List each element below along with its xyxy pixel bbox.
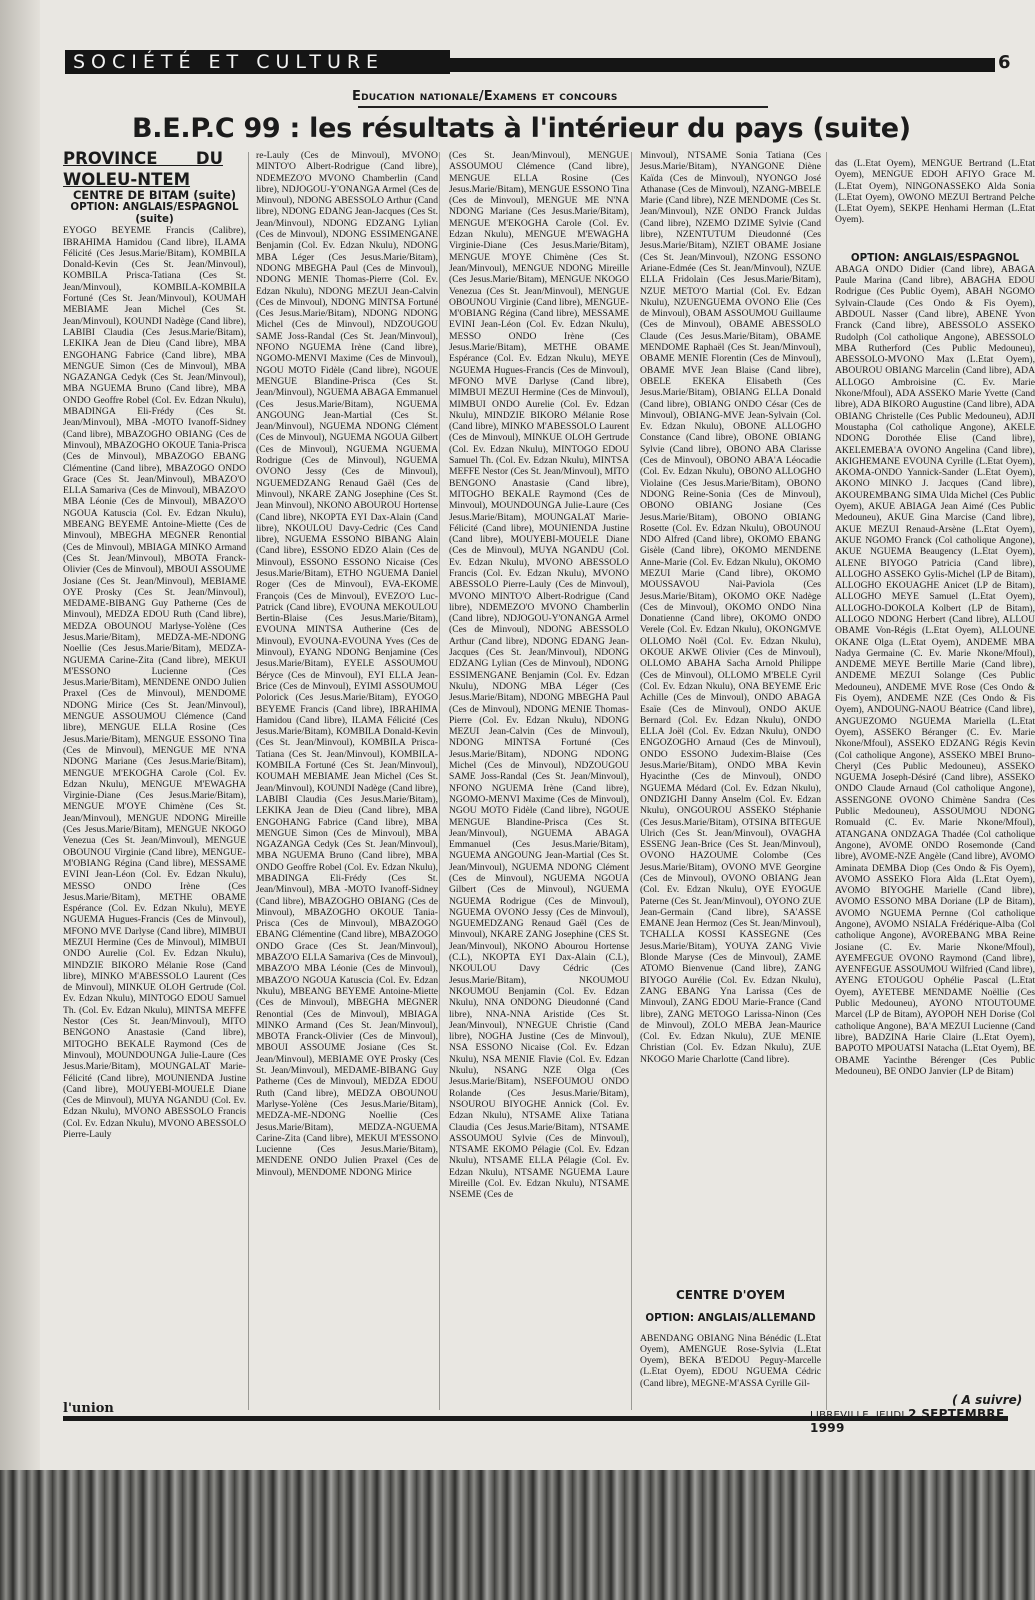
newspaper-page	[40, 0, 1035, 1470]
results-list: (Ces St. Jean/Minvoul), MENGUE ASSOUMOU Clémence (Cand libre), MENGUE ELLA Rosine (Ces Jesus.Marie/Bitam), MENGUE ESSONO Tina (Ces de Minvoul), MENGUE ME N'NA NDONG Mariane (Ces Jesus.Marie/Bitam), MENGUE M'EKOGHA Carole (Col. Ev. Edzan Nkulu), MENGUE M'EWAGHA Virginie-Diane (Ces Jesus.Marie/Bitam), MENGUE M'OYE Chimène (Ces St. Jean/Minvoul), MENGUE NDONG Mireille (Ces Jesus.Marie/Bitam), MENGUE NKOGO Venezua (Ces St. Jean/Minvoul), MENGUE OBOUNOU Virginie (Cand libre), MENGUE-M'OBIANG Régina (Cand libre), MESSAME EVINI Jean-Léon (Col. Ev. Edzan Nkulu), MESSO ONDO Irène (Ces Jesus.Marie/Bitam), METHE OBAME Espérance (Col. Ev. Edzan Nkulu), MEYE NGUEMA Hugues-Francis (Ces de Minvoul), MFONO MVE Darlyse (Cand libre), MIMBUI MEZUI Hermine (Ces de Minvoul), MIMBUI ONDO Aurelie (Col. Ev. Edzan Nkulu), MINDZIE BIKORO Mélanie Rose (Cand libre), MINKO M'ABESSOLO Laurent (Ces de Minvoul), MINKUE OLOH Gertrude (Col. Ev. Edzan Nkulu), MINTOGO EDOU Samuel Th. (Col. Ev. Edzan Nkulu), MINTSA MEFFE Nestor (Ces St. Jean/Minvoul), MITO BENGONO Anastasie (Cand libre), MITOGHO BEKALE Raymond (Ces de Minvoul), MOUNDOUNGA Julie-Laure (Ces Jesus.Marie/Bitam), MOUNGALAT Marie-Félicité (Cand libre), MOUNIENDA Justine (Cand libre), MOUYEBI-MOUELE Diane (Ces de Minvoul), MUYA NGANDU (Col. Ev. Edzan Nkulu), MVONO ABESSOLO Francis (Col. Ev. Edzan Nkulu), MVONO ABESSOLO Pierre-Lauly (Ces de Minvoul), MVONO MINTO'O Albert-Rodrigue (Cand libre), NDEMEZO'O MVONO Chamberlin (Cand libre), NDJOGOU-Y'ONANGA Armel (Ces de Minvoul), NDONG ABESSOLO Arthur (Cand libre), NDONG EDANG Jean-Jacques (Ces St. Jean/Minvoul), NDONG EDZANG Lylian (Ces de Minvoul), NDONG ESSIMENGANE Benjamin (Col. Ev. Edzan Nkulu), NDONG MBA Léger (Ces Jesus.Marie/Bitam), NDONG MBEGHA Paul (Ces de Minvoul), NDONG MENIE Thomas-Pierre (Col. Ev. Edzan Nkulu), NDONG MEZUI Jean-Calvin (Ces de Minvoul), NDONG MINTSA Fortuné (Ces Jesus.Marie/Bitam), NDONG NDONG Michel (Ces de Minvoul), NDZOUGOU SAME Joss-Randal (Ces St. Jean/Minvoul), NFONO NGUEMA Irène (Cand libre), NGOMO-MENVI Maxime (Ces de Minvoul), NGOU MOTO Fidèle (Cand libre), NGOUE MENGUE Blandine-Prisca (Ces St. Jean/Minvoul), NGUEMA ABAGA Emmanuel (Ces Jesus.Marie/Bitam), NGUEMA ANGOUNG Jean-Martial (Ces St. Jean/Minvoul), NGUEMA NDONG Clément (Ces de Minvoul), NGUEMA NGOUA Gilbert (Ces de Minvoul), NGUEMA NGUEMA Rodrigue (Ces de Minvoul), NGUEMA OVONO Jessy (Ces de Minvoul), NGUEMEDZANG Renaud Gaël (Ces de Minvoul), NKARE ZANG Josephine (CES St. Jean/Minvoul), NKONO Abourou Hortense (C.L), NKOPTA EYI Dax-Alain (C.L), NKOULOU Davy Cédric (Ces Jesus.Marie/Bitam), NKOUMOU NKOUMOU Benjamin (Col. Ev. Edzan Nkulu), NNA ONDONG Dieudonné (Cand libre), NNA-NNA Aristide (Ces St. Jean/Minvoul), N'NEGUE Christie (Cand libre), NOGHA Justine (Ces de Minvoul), NSA ESSONO Nicaise (Col. Ev. Edzan Nkulu), NSA MENIE Flavie (Col. Ev. Edzan Nkulu), NSANG NZE Olga (Ces Jesus.Marie/Bitam), NSEFOUMOU ONDO Rolande (Ces Jesus.Marie/Bitam), NSOUROU BIYOGHE Annick (Col. Ev. Edzan Nkulu), NTSAME Alixe Tatiana Claudia (Ces Jesus.Marie/Bitam), NTSAME ASSOUMOU Sylvie (Ces de Minvoul), NTSAME EKOMO Pélagie (Col. Ev. Edzan Nkulu), NTSAME ELLA Pélagie (Col. Ev. Edzan Nkulu), NTSAME NGUEMA Laure Mireille (Col. Ev. Edzan Nkulu), NTSAME NSEME (Ces de	[449, 150, 629, 1201]
page-edge	[0, 0, 40, 1470]
footer-date	[810, 1407, 1035, 1435]
option-heading: OPTION: ANGLAIS/ESPAGNOL	[850, 251, 1020, 264]
results-list: EYOGO BEYEME Francis (Calibre), IBRAHIMA Hamidou (Cand libre), ILAMA Félicité (Ces Jesus.Marie/Bitam), KOMBILA Donald-Kevin (Ces St. Jean/Minvoul), KOMBILA Prisca-Tatiana (Ces St. Jean/Minvoul), KOMBILA-KOMBILA Fortuné (Ces St. Jean/Minvoul), KOUMAH MEBIAME Jean Michel (Ces St. Jean/Minvoul), KOUNDI Nadège (Cand libre), LABIBI Claudia (Ces Jesus.Marie/Bitam), LEKIKA Jean de Dieu (Cand libre), MBA ENGOHANG Fabrice (Cand libre), MBA MENGUE Simon (Ces de Minvoul), MBA NGAZANGA Cedyk (Ces St. Jean/Minvoul), MBA NGUEMA Bruno (Cand libre), MBA ONDO Geoffre Robel (Col. Ev. Edzan Nkulu), MBADINGA Eli-Frédy (Ces St. Jean/Minvoul), MBA -MOTO Ivanoff-Sidney (Cand libre), MBAZOGHO OBIANG (Ces de Minvoul), MBAZOGHO OKOUE Tania-Prisca (Ces de Minvoul), MBAZOGO EBANG Clémentine (Cand libre), MBAZOGO ONDO Grace (Ces St. Jean/Minvoul), MBAZO'O ELLA Samariva (Ces de Minvoul), MBAZO'O MBA Léonie (Ces de Minvoul), MBAZO'O NGOUA Katuscia (Col. Ev. Edzan Nkulu), MBEANG BEYEME Antoine-Miette (Ces de Minvoul), MBEGHA MEGNER Renontial (Ces de Minvoul), MBIAGA MINKO Armand (Ces St. Jean/Minvoul), MBOTA Franck-Olivier (Ces de Minvoul), MBOUI ASSOUME Josiane (Ces St. Jean/Minvoul), MEBIAME OYE Prosky (Ces St. Jean/Minvoul), MEDAME-BIBANG Guy Patherne (Ces de Minvoul), MEDZA EDOU Ruth (Cand libre), MEDZA OBOUNOU Marlyse-Yolène (Ces Jesus.Marie/Bitam), MEDZA-ME-NDONG Noellie (Ces Jesus.Marie/Bitam), MEDZA-NGUEMA Carine-Zita (Cand libre), MEKUI M'ESSONO Lucienne (Ces Jesus.Marie/Bitam), MENDENE ONDO Julien Praxel (Ces de Minvoul), MENDOME NDONG Mirice (Ces St. Jean/Minvoul), MENGUE ASSOUMOU Clémence (Cand libre), MENGUE ELLA Rosine (Ces Jesus.Marie/Bitam), MENGUE ESSONO Tina (Ces de Minvoul), MENGUE ME N'NA NDONG Mariane (Ces Jesus.Marie/Bitam), MENGUE M'EKOGHA Carole (Col. Ev. Edzan Nkulu), MENGUE M'EWAGHA Virginie-Diane (Ces Jesus.Marie/Bitam), MENGUE M'OYE Chimène (Ces St. Jean/Minvoul), MENGUE NDONG Mireille (Ces Jesus.Marie/Bitam), MENGUE NKOGO Venezua (Ces St. Jean/Minvoul), MENGUE OBOUNOU Virginie (Cand libre), MENGUE-M'OBIANG Régina (Cand libre), MESSAME EVINI Jean-Léon (Col. Ev. Edzan Nkulu), MESSO ONDO Irène (Ces Jesus.Marie/Bitam), METHE OBAME Espérance (Col. Ev. Edzan Nkulu), MEYE NGUEMA Hugues-Francis (Ces de Minvoul), MFONO MVE Darlyse (Cand libre), MIMBUI MEZUI Hermine (Ces de Minvoul), MIMBUI ONDO Aurelie (Col. Ev. Edzan Nkulu), MINDZIE BIKORO Mélanie Rose (Cand libre), MINKO M'ABESSOLO Laurent (Ces de Minvoul), MINKUE OLOH Gertrude (Col. Ev. Edzan Nkulu), MINTOGO EDOU Samuel Th. (Col. Ev. Edzan Nkulu), MINTSA MEFFE Nestor (Ces St. Jean/Minvoul), MITO BENGONO Anastasie (Cand libre), MITOGHO BEKALE Raymond (Ces de Minvoul), MOUNDOUNGA Julie-Laure (Ces Jesus.Marie/Bitam), MOUNGALAT Marie-Félicité (Cand libre), MOUNIENDA Justine (Cand libre), MOUYEBI-MOUELE Diane (Ces de Minvoul), MUYA NGANDU (Col. Ev. Edzan Nkulu), MVONO ABESSOLO Francis (Col. Ev. Edzan Nkulu), MVONO ABESSOLO Pierre-Lauly	[63, 225, 246, 1141]
column-divider	[631, 152, 632, 1410]
kicker-rule	[358, 106, 768, 108]
scan-background	[0, 1470, 1035, 1600]
section-rubric: SOCIÉTÉ ET CULTURE	[65, 50, 450, 74]
option-heading: OPTION: ANGLAIS/ESPAGNOL (suite)	[70, 201, 239, 226]
oyem-section	[640, 1290, 821, 1389]
province-heading: PROVINCE DU WOLEU-NTEM	[63, 149, 223, 189]
centre-heading: CENTRE DE BITAM (suite)	[72, 188, 236, 202]
column-divider	[248, 152, 249, 1410]
page-number: 6	[998, 52, 1011, 73]
column-divider	[439, 152, 440, 1410]
column-3	[449, 150, 629, 1412]
column-5	[835, 158, 1035, 1348]
newspaper-logo: l'union	[63, 1401, 114, 1416]
rubric-bar	[450, 58, 995, 72]
centre-heading: CENTRE D'OYEM	[675, 1288, 786, 1302]
column-4	[640, 150, 821, 1275]
option-heading: OPTION: ANGLAIS/ALLEMAND	[645, 1312, 816, 1325]
article-headline: B.E.P.C 99 : les résultats à l'intérieur du pays (suite)	[132, 113, 911, 144]
column-divider	[826, 152, 827, 1410]
results-list: ABAGA ONDO Didier (Cand libre), ABAGA Paule Marina (Cand libre), ABAGHA EDOU Rodrigue (Ces Public Oyem), ABAH NGOMO Sylvain-Claude (Ces Ondo & Fis Oyem), ABDOUL Nasser (Cand libre), ABENE Yvon Franck (Cand libre), ABESSOLO ASSEKO Rudolph (Col catholique Angone), ABESSOLO MBA Rutherford (Ces Public Medouneu), ABESSOLO-MVONO Max (L.Etat Oyem), ABOUROU OBIANG Marcelin (Cand libre), ADA ALLOGO Ambroisine (C. Ev. Marie Nkone/Mfoul), ADA ASSEKO Marie Yvette (Cand libre), ADA BIKORO Augustine (Cand libre), ADA OBIANG Christelle (Ces Public Medouneu), ADJI Moustapha (Col catholique Angone), AKELE NDONG Dorothée Elise (Cand libre), AKELEMEBA'A OVONO Angelina (Cand libre), AKIGHEMANE EVOUNA Cyrille (L.Etat Oyem), AKOMA-ONDO Yannick-Sander (L.Etat Oyem), AKONO MINKO J. Jacques (Cand libre), AKOUREMBANG SIMA Ulda Michel (Ces Public Oyem), AKUE ABIAGA Jean Aimé (Ces Public Medouneu), AKUE Gina Marcise (Cand libre), AKUE MEZUI Renaud-Arsène (L.Etat Oyem), AKUE NGOMO Franck (Col catholique Angone), AKUE NGUEMA Beaugency (L.Etat Oyem), ALENE BIYOGO Patricia (Cand libre), ALLOGHO ASSEKO Gylis-Michel (LP de Bitam), ALLOGHO EKOUAGHE Anicet (LP de Bitam), ALLOGHO MEYE Samuel (L.Etat Oyem), ALLOGHO-DOKOLA Kolbert (LP de Bitam), ALLOGO NDONG Herbert (Cand libre), ALLOU OBAME Von-Régis (L.Etat Oyem), ALLOUNE OKANE Olga (L.Etat Oyem), ANDEME MBA Nadya Germaine (C. Ev. Marie Nkone/Mfoul), ANDEME MEYE Bertille Marie (Cand libre), ANDEME MEZUI Solange (Ces Public Medouneu), ANDEME MVE Rose (Ces Ondo & Fis Oyem), ANDEME NZE (Ces Ondo & Fis Oyem), ANDOUNG-NAOU Béatrice (Cand libre), ANGUEZOMO NGUEMA Mariella (L.Etat Oyem), ASSEKO Béranger (C. Ev. Marie Nkone/Mfoul), ASSEKO EDZANG Régis Kevin (Col catholique Angone), ASSEKO MBEI Bruno-Cheryl (Ces Public Medouneu), ASSEKO NGUEMA Joseph-Désiré (Cand libre), ASSEKO ONDO Claude Arnaud (Col catholique Angone), ASSENGONE OVONO Chimène Sandra (Ces Public Medouneu), ASSOUMOU NDONG Romuald (C. Ev. Marie Nkone/Mfoul), ATANGANA ONDZAGA Thadée (Col catholique Angone), AVOME ONDO Rosemonde (Cand libre), AVOME-NZE Angèle (Cand libre), AVOMO Aminata DEMBA Diop (Ces Ondo & Fis Oyem), AVOMO ASSEKO Flora Alda (L.Etat Oyem), AVOMO BIYOGHE Marielle (Cand libre), AVOMO ESSONO MBA Doriane (LP de Bitam), AVOMO NGUEMA Pernne (Col catholique Angone), AVOMO NSIALA Frédérique-Alba (Col catholique Angone), AVOREBANG MBA Reine Josiane (C. Ev. Marie Nkone/Mfoul), AYEMFEGUE OVONO Raymond (Cand libre), AYENFEGUE ASSOUMOU Wilfried (Cand libre), AYENG ETOUGOU Ophélie Pascal (L.Etat Oyem), AYETEBE MENDAME Noëllie (Ces Public Medouneu), AYONO NTOUTOUME Marcel (LP de Bitam), AYOPOH NEH Dorise (Col catholique Angone), BA'A MEZUI Lucienne (Cand libre), BADZINA Harie Claire (L.Etat Oyem), BAPOTO MPOUATSI Natacha (L.Etat Oyem), BE OBAME Yacinthe Bérenger (Ces Public Medouneu), BE ONDO Janvier (LP de Bitam)	[835, 263, 1035, 1077]
article-kicker: Education nationale/Examens et concours	[352, 89, 618, 104]
date-main: 2 SEPTEMBRE 1999	[810, 1407, 1005, 1435]
column-2	[256, 150, 438, 1412]
column-1	[63, 148, 246, 1403]
continued-note: ( A suivre)	[952, 1393, 1023, 1407]
results-list: das (L.Etat Oyem), MENGUE Bertrand (L.Etat Oyem), MENGUE EDOH AFIYO Grace M. (L.Etat Oyem), NINGONASSEKO Alda Sonia (L.Etat Oyem), OWONO MEZUI Bertrand Pelche (L.Etat Oyem), SEKPE Henhami Herman (L.Etat Oyem).	[835, 158, 1035, 226]
results-list: ABENDANG OBIANG Nina Bénédic (L.Etat Oyem), AMENGUE Rose-Sylvia (L.Etat Oyem), BEKA B'EDOU Peguy-Marcelle (L.Etat Oyem), EDOU NGUEMA Cédric (Cand libre), MEGNE-M'ASSA Cyrille Gil-	[640, 1332, 821, 1389]
results-list: re-Lauly (Ces de Minvoul), MVONO MINTO'O Albert-Rodrigue (Cand libre), NDEMEZO'O MVONO Chamberlin (Cand libre), NDJOGOU-Y'ONANGA Armel (Ces de Minvoul), NDONG ABESSOLO Arthur (Cand libre), NDONG EDANG Jean-Jacques (Ces St. Jean/Minvoul), NDONG EDZANG Lylian (Ces de Minvoul), NDONG ESSIMENGANE Benjamin (Col. Ev. Edzan Nkulu), NDONG MBA Léger (Ces Jesus.Marie/Bitam), NDONG MBEGHA Paul (Ces de Minvoul), NDONG MENIE Thomas-Pierre (Col. Ev. Edzan Nkulu), NDONG MEZUI Jean-Calvin (Ces de Minvoul), NDONG MINTSA Fortuné (Ces Jesus.Marie/Bitam), NDONG NDONG Michel (Ces de Minvoul), NDZOUGOU SAME Joss-Randal (Ces St. Jean/Minvoul), NFONO NGUEMA Irène (Cand libre), NGOMO-MENVI Maxime (Ces de Minvoul), NGOU MOTO Fidèle (Cand libre), NGOUE MENGUE Blandine-Prisca (Ces St. Jean/Minvoul), NGUEMA ABAGA Emmanuel (Ces Jesus.Marie/Bitam), NGUEMA ANGOUNG Jean-Martial (Ces St. Jean/Minvoul), NGUEMA NDONG Clément (Ces de Minvoul), NGUEMA NGOUA Gilbert (Ces de Minvoul), NGUEMA NGUEMA Rodrigue (Ces de Minvoul), NGUEMA OVONO Jessy (Ces de Minvoul), NGUEMEDZANG Renaud Gaël (Ces de Minvoul), NKARE ZANG Josephine (Ces St. Jean Minvoul), NKONO ABOUROU Hortense (Cand libre), NKOPTA EYI Dax-Alain (Cand libre), NKOULOU Davy-Cedric (Ces Cand libre), NGUEMA ESSONO BIBANG Alain (Cand libre), ESSONO EDZO Alain (Ces de Minvoul), ESSONO ESSONO Nicaise (Ces Jesus.Marie/Bitam), ETHO NGUEMA Daniel Roger (Ces de Minvoul), EVA-EKOME François (Ces de Minvoul), EVEZO'O Luc-Patrick (Cand libre), EVOUNA MEKOULOU Bertin-Blaise (Ces Jesus.Marie/Bitam), EVOUNA MINTSA Autherine (Ces de Minvoul), EVOUNA-EVOUNA Yves (Ces de Minvoul), EYANG NDONG Benjamine (Ces Jesus.Marie/Bitam), EYELE ASSOUMOU Béryce (Ces de Minvoul), EYI ELLA Jean-Brice (Ces de Minvoul), EYIMI ASSOUMOU Polorick (Ces Jesus.Marie/Bitam), EYOGO BEYEME Francis (Cand libre), IBRAHIMA Hamidou (Cand libre), ILAMA Félicité (Ces Jesus.Marie/Bitam), KOMBILA Donald-Kevin (Ces St. Jean/Minvoul), KOMBILA Prisca-Tatiana (Ces St. Jean/Minvoul), KOMBILA-KOMBILA Fortuné (Ces St. Jean/Minvoul), KOUMAH MEBIAME Jean Michel (Ces St. Jean/Minvoul), KOUNDI Nadège (Cand libre), LABIBI Claudia (Ces Jesus.Marie/Bitam), LEKIKA Jean de Dieu (Cand libre), MBA ENGOHANG Fabrice (Cand libre), MBA MENGUE Simon (Ces de Minvoul), MBA NGAZANGA Cedyk (Ces St. Jean/Minvoul), MBA NGUEMA Bruno (Cand libre), MBA ONDO Geoffre Robel (Col. Ev. Edzan Nkulu), MBADINGA Eli-Frédy (Ces St. Jean/Minvoul), MBA -MOTO Ivanoff-Sidney (Cand libre), MBAZOGHO OBIANG (Ces de Minvoul), MBAZOGHO OKOUE Tania-Prisca (Ces de Minvoul), MBAZOGO EBANG Clémentine (Cand libre), MBAZOGO ONDO Grace (Ces St. Jean/Minvoul), MBAZO'O ELLA Samariva (Ces de Minvoul), MBAZO'O MBA Léonie (Ces de Minvoul), MBAZO'O NGOUA Katuscia (Col. Ev. Edzan Nkulu), MBEANG BEYEME Antoine-Miette (Ces de Minvoul), MBEGHA MEGNER Renontial (Ces de Minvoul), MBIAGA MINKO Armand (Ces St. Jean/Minvoul), MBOTA Franck-Olivier (Ces de Minvoul), MBOUI ASSOUME Josiane (Ces St. Jean/Minvoul), MEBIAME OYE Prosky (Ces St. Jean/Minvoul), MEDAME-BIBANG Guy Patherne (Ces de Minvoul), MEDZA EDOU Ruth (Cand libre), MEDZA OBOUNOU Marlyse-Yolène (Ces Jesus.Marie/Bitam), MEDZA-ME-NDONG Noellie (Ces Jesus.Marie/Bitam), MEDZA-NGUEMA Carine-Zita (Cand libre), MEKUI M'ESSONO Lucienne (Ces Jesus.Marie/Bitam), MENDENE ONDO Julien Praxel (Ces de Minvoul), MENDOME NDONG Mirice	[256, 150, 438, 1178]
results-list: Minvoul), NTSAME Sonia Tatiana (Ces Jesus.Marie/Bitam), NYANGONE Diène Kaïda (Ces de Minvoul), NYONGO José Athanase (Ces de Minvoul), NZANG-MBELE Marie (Cand libre), NZE MENDOME (Ces St. Jean/Minvoul), NZE ONDO Franck Juldas (Cand libre), NZEMO DZIME Sylvie (Cand libre), NZENTUTUM Dieudonné (Ces Jesus.Marie/Bitam), NZIET OBAME Josiane (Ces St. Jean/Minvoul), NZONG ESSONO Ariane-Edmée (Ces St. Jean/Minvoul), NZUE ELLA Fridolain (Ces Jesus.Marie/Bitam), NZUE METO'O Martial (Col. Ev. Edzan Nkulu), NZUENGUEMA OVONO Elie (Ces de Minvoul), OBAM ASSOUMOU Guillaume (Ces de Minvoul), OBAME ABESSOLO Claude (Ces Jesus.Marie/Bitam), OBAME MENDOME Raphaël (Ces St. Jean/Minvoul), OBAME MENIE Florentin (Ces de Minvoul), OBAME MVE Jean Blaise (Cand libre), OBELE EKEKA Elisabeth (Ces Jesus.Marie/Bitam), OBIANG ELLA Donald (Cand libre), OBIANG ONDO César (Ces de Minvoul), OBIANG-MVE Jean-Sylvain (Col. Ev. Edzan Nkulu), OBONE ALLOGHO Constance (Cand libre), OBONE OBIANG Sylvie (Cand libre), OBONO ABA Clarisse (Ces de Minvoul), OBONO ABA'A Léocadie (Col. Ev. Edzan Nkulu), OBONO ALLOGHO Violaine (Ces Jesus.Marie/Bitam), OBONO NDONG Reine-Sonia (Ces de Minvoul), OBONO OBIANG Josiane (Ces Jesus.Marie/Bitam), OBONO OBIANG Rosette (Col. Ev. Edzan Nkulu), OBOUNOU NDO Alfred (Cand libre), OKOMO EBANG Gisèle (Cand libre), OKOMO MENDENE Anne-Marie (Col. Ev. Edzan Nkulu), OKOMO MEZUI Marie (Cand libre), OKOMO MOUSSAVOU Nai-Paviola (Ces Jesus.Marie/Bitam), OKOMO OKE Nadège (Ces de Minvoul), OKOMO ONDO Nina Donatienne (Cand libre), OKOMO ONDO Verele (Col. Ev. Edzan Nkulu), OKONGMVE OLLOMO Noël (Col. Ev. Edzan Nkulu), OKOUE AKWE Olivier (Ces de Minvoul), OLLOMO ABAHA Sacha Arnold Philippe (Ces de Minvoul), OLLOMO M'BELE Cyril (Col. Ev. Edzan Nkulu), ONA BEYEME Eric Achille (Ces de Minvoul), ONDO ABAGA Esaïe (Ces de Minvoul), ONDO AKUE Bernard (Col. Ev. Edzan Nkulu), ONDO ELLA Joël (Col. Ev. Edzan Nkulu), ONDO ENGOZOGHO Arnaud (Ces de Minvoul), ONDO ESSONO Judexim-Blaise (Ces Jesus.Marie/Bitam), ONDO MBA Kevin Hyacinthe (Ces de Minvoul), ONDO NGUEMA Médard (Col. Ev. Edzan Nkulu), ONDZIGHI Danny Anselm (Col. Ev. Edzan Nkulu), ONGOUROU ASSEKO Stéphanie (Ces Jesus.Marie/Bitam), OTSINA BITEGUE Ulrich (Ces St. Jean/Minvoul), OVAGHA ESSENG Jean-Brice (Ces St. Jean/Minvoul), OVONO HAZOUME Colombe (Ces Jesus.Marie/Bitam), OVONO MVE Georgine (Ces de Minvoul), OVONO OBIANG Jean (Col. Ev. Edzan Nkulu), OYE EYOGUE Paterne (Ces St. Jean/Minvoul), OYONO ZUE Jean-Germain (Cand libre), SA'ASSE EMANE Jean Hermoz (Ces St. Jean/Minvoul), TCHALLA KOSSI KASSEGNE (Ces Jesus.Marie/Bitam), YOUYA ZANG Vivie Blonde Maryse (Ces de Minvoul), ZAME ATOMO Bienvenue (Cand libre), ZANG BIYOGO Aurélie (Col. Ev. Edzan Nkulu), ZANG EBANG Yna Larissa (Ces de Minvoul), ZANG EDOU Marie-France (Cand libre), ZANG METOGO Larissa-Ninon (Ces de Minvoul), ZOLO MEBA Jean-Maurice (Col. Ev. Edzan Nkulu), ZUE MENIE Christian (Col. Ev. Edzan Nkulu), ZUE NKOGO Marie Charlotte (Cand libre).	[640, 150, 821, 1065]
date-prefix: LIBREVILLE, JEUDI	[810, 1410, 905, 1421]
